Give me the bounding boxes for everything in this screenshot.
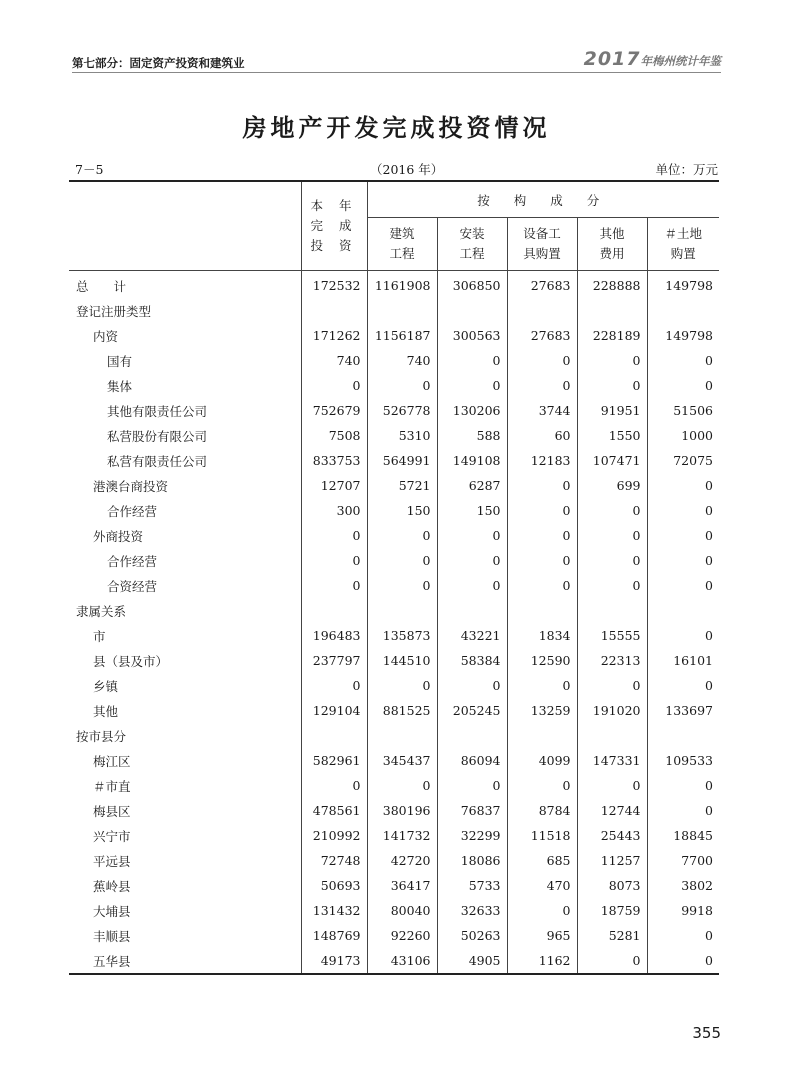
cell-value: 0 — [647, 348, 719, 373]
cell-value: 9918 — [647, 898, 719, 923]
row-label-header — [69, 181, 301, 271]
total-header-line: 完 成 — [310, 218, 358, 233]
cell-value — [367, 723, 437, 748]
cell-value: 0 — [647, 573, 719, 598]
cell-value: 141732 — [367, 823, 437, 848]
cell-value: 32633 — [437, 898, 507, 923]
cell-value: 58384 — [437, 648, 507, 673]
cell-value: 18759 — [577, 898, 647, 923]
cell-value: 18845 — [647, 823, 719, 848]
table-row — [69, 298, 719, 323]
cell-value: 49173 — [301, 948, 367, 974]
row-label: 兴宁市 — [93, 828, 131, 844]
cell-value: 60 — [507, 423, 577, 448]
cell-value: 0 — [577, 498, 647, 523]
row-label: ＃市直 — [93, 778, 131, 794]
cell-value: 0 — [577, 348, 647, 373]
cell-value: 8073 — [577, 873, 647, 898]
row-label: 登记注册类型 — [76, 303, 152, 319]
cell-value: 22313 — [577, 648, 647, 673]
cell-value: 1550 — [577, 423, 647, 448]
cell-value: 129104 — [301, 698, 367, 723]
col-header-installation: 安装 工程 — [437, 218, 507, 271]
cell-value: 0 — [507, 523, 577, 548]
table-row — [69, 598, 719, 623]
cell-value: 965 — [507, 923, 577, 948]
cell-value: 72748 — [301, 848, 367, 873]
cell-value: 582961 — [301, 748, 367, 773]
table-row — [69, 823, 719, 848]
row-label: 私营股份有限公司 — [107, 428, 208, 444]
table-row — [69, 573, 719, 598]
cell-value: 0 — [577, 773, 647, 798]
cell-value: 588 — [437, 423, 507, 448]
cell-value: 0 — [301, 548, 367, 573]
table-row — [69, 473, 719, 498]
cell-value: 0 — [437, 373, 507, 398]
cell-value: 3744 — [507, 398, 577, 423]
col-header-construction: 建筑 工程 — [367, 218, 437, 271]
investment-table — [69, 180, 719, 975]
cell-value: 12590 — [507, 648, 577, 673]
total-investment-header — [301, 181, 367, 271]
cell-value — [437, 723, 507, 748]
cell-value — [577, 598, 647, 623]
row-label: 国有 — [107, 353, 133, 369]
cell-value: 131432 — [301, 898, 367, 923]
table-unit: 单位：万元 — [655, 162, 718, 177]
cell-value: 0 — [647, 373, 719, 398]
cell-value: 380196 — [367, 798, 437, 823]
row-label: 丰顺县 — [93, 928, 131, 944]
cell-value: 0 — [507, 473, 577, 498]
yearbook-year: 2017 — [583, 48, 641, 70]
row-label: 市 — [93, 628, 106, 644]
cell-value — [577, 723, 647, 748]
cell-value: 11257 — [577, 848, 647, 873]
table-body — [69, 271, 719, 975]
cell-value: 0 — [367, 373, 437, 398]
page-number: 355 — [692, 1024, 721, 1042]
cell-value: 0 — [577, 573, 647, 598]
cell-value: 27683 — [507, 323, 577, 348]
cell-value: 526778 — [367, 398, 437, 423]
cell-value: 4099 — [507, 748, 577, 773]
cell-value: 833753 — [301, 448, 367, 473]
cell-value: 149108 — [437, 448, 507, 473]
cell-value: 0 — [507, 498, 577, 523]
cell-value: 5733 — [437, 873, 507, 898]
cell-value: 564991 — [367, 448, 437, 473]
cell-value: 0 — [437, 523, 507, 548]
row-label: 梅县区 — [93, 803, 131, 819]
table-row — [69, 873, 719, 898]
table-row — [69, 723, 719, 748]
cell-value: 11518 — [507, 823, 577, 848]
table-row — [69, 923, 719, 948]
cell-value — [437, 598, 507, 623]
cell-value — [367, 298, 437, 323]
row-label: 内资 — [93, 328, 119, 344]
cell-value: 0 — [367, 523, 437, 548]
row-label: 其他 — [93, 703, 119, 719]
row-label: 大埔县 — [93, 903, 131, 919]
cell-value: 0 — [647, 523, 719, 548]
cell-value: 228888 — [577, 271, 647, 299]
cell-value: 50693 — [301, 873, 367, 898]
cell-value: 0 — [507, 673, 577, 698]
row-label: 隶属关系 — [76, 603, 127, 619]
cell-value: 0 — [301, 673, 367, 698]
cell-value: 171262 — [301, 323, 367, 348]
col-header-other-costs: 其他 费用 — [577, 218, 647, 271]
cell-value: 470 — [507, 873, 577, 898]
row-label: 乡镇 — [93, 678, 119, 694]
table-row — [69, 648, 719, 673]
cell-value: 0 — [577, 548, 647, 573]
cell-value: 15555 — [577, 623, 647, 648]
table-row — [69, 773, 719, 798]
cell-value: 150 — [437, 498, 507, 523]
cell-value: 1161908 — [367, 271, 437, 299]
cell-value: 32299 — [437, 823, 507, 848]
cell-value: 752679 — [301, 398, 367, 423]
cell-value: 0 — [367, 673, 437, 698]
cell-value: 205245 — [437, 698, 507, 723]
cell-value: 92260 — [367, 923, 437, 948]
cell-value: 0 — [647, 798, 719, 823]
cell-value: 0 — [577, 673, 647, 698]
cell-value: 109533 — [647, 748, 719, 773]
cell-value: 107471 — [577, 448, 647, 473]
row-label: 五华县 — [93, 953, 131, 969]
row-label: 县（县及市） — [93, 653, 169, 669]
cell-value: 0 — [647, 498, 719, 523]
cell-value: 0 — [437, 348, 507, 373]
cell-value: 306850 — [437, 271, 507, 299]
table-row — [69, 548, 719, 573]
cell-value: 345437 — [367, 748, 437, 773]
cell-value: 740 — [301, 348, 367, 373]
table-row — [69, 698, 719, 723]
cell-value: 12707 — [301, 473, 367, 498]
cell-value: 7508 — [301, 423, 367, 448]
table-row — [69, 898, 719, 923]
table-row — [69, 748, 719, 773]
cell-value: 300563 — [437, 323, 507, 348]
cell-value: 191020 — [577, 698, 647, 723]
table-row — [69, 448, 719, 473]
cell-value: 147331 — [577, 748, 647, 773]
cell-value: 300 — [301, 498, 367, 523]
cell-value: 740 — [367, 348, 437, 373]
cell-value: 0 — [301, 373, 367, 398]
cell-value: 148769 — [301, 923, 367, 948]
cell-value: 0 — [647, 673, 719, 698]
cell-value: 0 — [437, 548, 507, 573]
cell-value: 1156187 — [367, 323, 437, 348]
cell-value: 0 — [577, 373, 647, 398]
cell-value: 135873 — [367, 623, 437, 648]
cell-value — [647, 723, 719, 748]
cell-value: 6287 — [437, 473, 507, 498]
cell-value: 881525 — [367, 698, 437, 723]
cell-value: 237797 — [301, 648, 367, 673]
cell-value — [437, 298, 507, 323]
cell-value: 0 — [507, 773, 577, 798]
cell-value: 0 — [367, 773, 437, 798]
row-label: 集体 — [107, 378, 133, 394]
cell-value: 0 — [301, 773, 367, 798]
cell-value: 1000 — [647, 423, 719, 448]
cell-value: 18086 — [437, 848, 507, 873]
total-header-line: 本 年 — [310, 198, 358, 213]
cell-value: 8784 — [507, 798, 577, 823]
cell-value — [507, 723, 577, 748]
cell-value — [647, 298, 719, 323]
cell-value: 76837 — [437, 798, 507, 823]
col-header-equipment: 设备工 具购置 — [507, 218, 577, 271]
cell-value: 5310 — [367, 423, 437, 448]
col-header-land-purchase: ＃土地 购置 — [647, 218, 719, 271]
row-label: 港澳台商投资 — [93, 478, 169, 494]
cell-value: 0 — [301, 523, 367, 548]
cell-value: 699 — [577, 473, 647, 498]
cell-value: 0 — [647, 473, 719, 498]
cell-value: 16101 — [647, 648, 719, 673]
table-row — [69, 948, 719, 974]
row-label: 私营有限责任公司 — [107, 453, 208, 469]
cell-value: 12744 — [577, 798, 647, 823]
row-label: 外商投资 — [93, 528, 144, 544]
table-row — [69, 623, 719, 648]
cell-value: 13259 — [507, 698, 577, 723]
table-row — [69, 271, 719, 299]
cell-value: 172532 — [301, 271, 367, 299]
table-row — [69, 348, 719, 373]
row-label: 梅江区 — [93, 753, 131, 769]
table-header — [69, 181, 719, 271]
total-header-line: 投 资 — [310, 238, 358, 253]
cell-value — [577, 298, 647, 323]
row-label: 蕉岭县 — [93, 878, 131, 894]
cell-value: 12183 — [507, 448, 577, 473]
cell-value — [507, 598, 577, 623]
header-rule — [72, 72, 721, 73]
cell-value: 0 — [507, 348, 577, 373]
cell-value: 685 — [507, 848, 577, 873]
cell-value: 25443 — [577, 823, 647, 848]
cell-value: 144510 — [367, 648, 437, 673]
cell-value: 4905 — [437, 948, 507, 974]
row-label: 平远县 — [93, 853, 131, 869]
cell-value: 149798 — [647, 271, 719, 299]
table-row — [69, 423, 719, 448]
cell-value: 43106 — [367, 948, 437, 974]
table-year: （2016 年） — [370, 162, 444, 177]
cell-value: 0 — [437, 673, 507, 698]
cell-value: 210992 — [301, 823, 367, 848]
cell-value: 0 — [647, 773, 719, 798]
cell-value: 0 — [437, 773, 507, 798]
cell-value: 7700 — [647, 848, 719, 873]
cell-value: 196483 — [301, 623, 367, 648]
cell-value: 0 — [577, 948, 647, 974]
cell-value: 1162 — [507, 948, 577, 974]
cell-value: 91951 — [577, 398, 647, 423]
row-label: 按市县分 — [76, 728, 127, 744]
cell-value — [301, 298, 367, 323]
cell-value: 0 — [507, 573, 577, 598]
cell-value: 149798 — [647, 323, 719, 348]
cell-value: 80040 — [367, 898, 437, 923]
cell-value: 86094 — [437, 748, 507, 773]
yearbook-name: 年梅州统计年鉴 — [640, 54, 721, 68]
cell-value: 0 — [647, 548, 719, 573]
cell-value: 478561 — [301, 798, 367, 823]
row-label: 总 计 — [76, 278, 127, 294]
cell-value: 27683 — [507, 271, 577, 299]
cell-value: 50263 — [437, 923, 507, 948]
table-row — [69, 523, 719, 548]
cell-value: 0 — [647, 948, 719, 974]
cell-value: 0 — [507, 373, 577, 398]
cell-value — [301, 723, 367, 748]
cell-value: 228189 — [577, 323, 647, 348]
table-row — [69, 498, 719, 523]
cell-value: 133697 — [647, 698, 719, 723]
row-label: 合作经营 — [107, 503, 158, 519]
cell-value: 130206 — [437, 398, 507, 423]
cell-value — [647, 598, 719, 623]
cell-value — [367, 598, 437, 623]
page-title: 房地产开发完成投资情况 — [242, 113, 551, 142]
table-row — [69, 673, 719, 698]
row-label: 合作经营 — [107, 553, 158, 569]
cell-value: 43221 — [437, 623, 507, 648]
cell-value: 0 — [367, 548, 437, 573]
cell-value: 3802 — [647, 873, 719, 898]
cell-value: 0 — [507, 548, 577, 573]
cell-value: 42720 — [367, 848, 437, 873]
cell-value: 5281 — [577, 923, 647, 948]
table-row — [69, 848, 719, 873]
cell-value: 72075 — [647, 448, 719, 473]
cell-value — [301, 598, 367, 623]
table-row — [69, 373, 719, 398]
cell-value: 0 — [647, 923, 719, 948]
cell-value — [507, 298, 577, 323]
cell-value: 0 — [577, 523, 647, 548]
section-header: 第七部分：固定资产投资和建筑业 — [72, 56, 245, 70]
cell-value: 0 — [647, 623, 719, 648]
cell-value: 0 — [367, 573, 437, 598]
cell-value: 0 — [301, 573, 367, 598]
cell-value: 150 — [367, 498, 437, 523]
cell-value: 36417 — [367, 873, 437, 898]
table-row — [69, 798, 719, 823]
cell-value: 0 — [437, 573, 507, 598]
cell-value: 51506 — [647, 398, 719, 423]
composition-group-header: 按 构 成 分 — [367, 181, 719, 218]
cell-value: 1834 — [507, 623, 577, 648]
row-label: 合资经营 — [107, 578, 158, 594]
table-row — [69, 323, 719, 348]
row-label: 其他有限责任公司 — [107, 403, 208, 419]
table-code: 7－5 — [75, 162, 104, 177]
yearbook-header — [584, 48, 721, 70]
table-row — [69, 398, 719, 423]
cell-value: 5721 — [367, 473, 437, 498]
cell-value: 0 — [507, 898, 577, 923]
